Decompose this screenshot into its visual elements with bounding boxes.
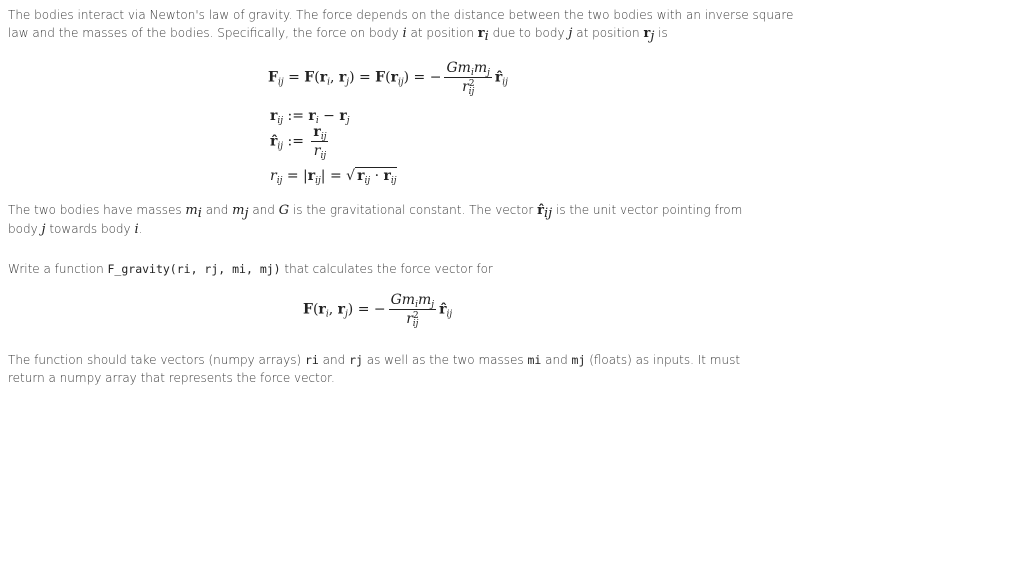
distance-definition: $r_{ij} = |r_{ij}|$ = √ $r_{ij} \cdot r_{ij}$ — [270, 168, 397, 186]
rj-code: rj — [349, 353, 363, 367]
inputs-paragraph: The function should take vectors (numpy arrays) ri and rj as well as the two masses mi and mj (floats) as inputs. It must return a numpy array that represents the force vector. — [8, 353, 741, 385]
intro-paragraph: The bodies interact via Newton's law of gravity. The force depends on the distance between the two bodies with an inverse square law and the masses of the bodies. Specifically, the force on body i at position $r_i$ due to body j at position $r_j$ is — [8, 8, 794, 44]
relative-position-definition: $r_{ij}$ := $r_i - r_j$ — [270, 108, 350, 126]
function-signature: F_gravity(ri, rj, mi, mj) — [107, 262, 281, 276]
task-paragraph: Write a function F_gravity(ri, rj, mi, mj) that calculates the force vector for — [8, 262, 493, 276]
mj-code: mj — [571, 353, 586, 367]
mi-code: mi — [527, 353, 542, 367]
ri-code: ri — [304, 353, 319, 367]
gravity-force-equation: $F_{ij} = F(r_i$, $r_j) = F(r_{ij})$ = − $\frac{Gm_im_j}{r^2_{ij}}$ $r̂_{ij}$ — [268, 60, 508, 97]
force-function-equation: $F(r_i$, $r_j$) = − $\frac{Gm_im_j}{r^2_{ij}}$ $r̂_{ij}$ — [303, 292, 453, 329]
unit-vector-definition: $r̂_{ij}$ := $\frac{r_{ij}}{r_{ij}}$ — [270, 124, 327, 161]
masses-paragraph: The two bodies have masses $m_i$ and $m_j$ and G is the gravitational constant. The vector $r̂_{ij}$ is the unit vector pointing from body j towards body i. — [8, 203, 743, 237]
